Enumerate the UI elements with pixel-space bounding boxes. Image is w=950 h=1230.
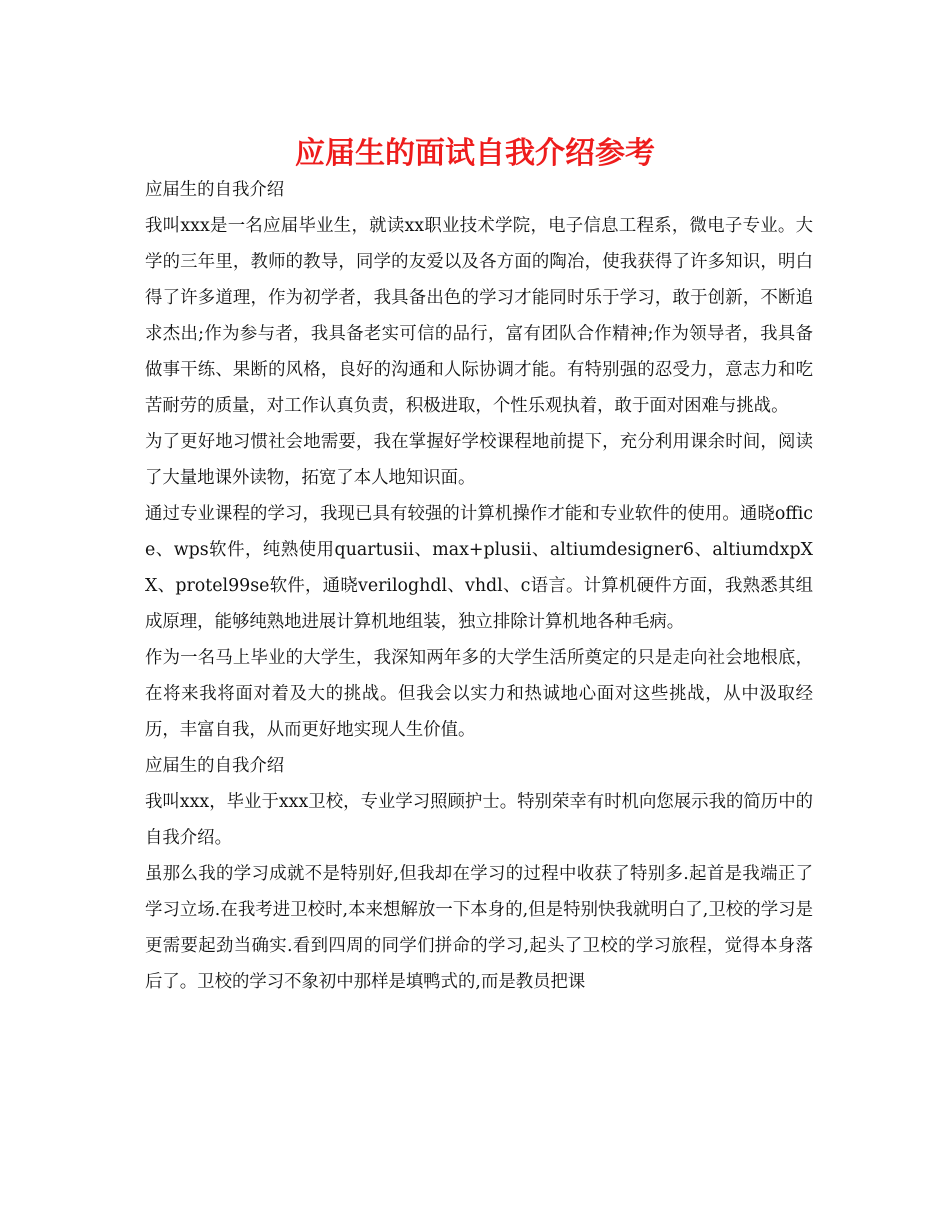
paragraph: 虽那么我的学习成就不是特别好,但我却在学习的过程中收获了特别多.起首是我端正了学习立场.在我考进卫校时,本来想解放一下本身的,但是特别快我就明白了,卫校的学习是更需要起劲当确实.看到四周的同学们拼命的学习,起头了卫校的学习旅程，觉得本身落后了。卫校的学习不象初中那样是填鸭式的,而是教员把课 — [145, 864, 813, 992]
paragraph: 我叫xxx是一名应届毕业生，就读xx职业技术学院，电子信息工程系，微电子专业。大学的三年里，教师的教导，同学的友爱以及各方面的陶冶，使我获得了许多知识，明白得了许多道理，作为初学者，我具备出色的学习才能同时乐于学习，敢于创新，不断追求杰出;作为参与者，我具备老实可信的品行，富有团队合作精神;作为领导者，我具备做事干练、果断的风格，良好的沟通和人际协调才能。有特别强的忍受力，意志力和吃苦耐劳的质量，对工作认真负责，积极进取，个性乐观执着，敢于面对困难与挑战。 — [145, 216, 813, 416]
paragraph: 我叫xxx，毕业于xxx卫校，专业学习照顾护士。特别荣幸有时机向您展示我的简历中的自我介绍。 — [145, 792, 813, 848]
document-title: 应届生的面试自我介绍参考 — [295, 136, 655, 171]
section-heading: 应届生的自我介绍 — [145, 180, 285, 200]
paragraph: 作为一名马上毕业的大学生，我深知两年多的大学生活所奠定的只是走向社会地根底，在将来我将面对着及大的挑战。但我会以实力和热诚地心面对这些挑战，从中汲取经历，丰富自我，从而更好地实现人生价值。 — [145, 648, 813, 740]
paragraph: 通过专业课程的学习，我现已具有较强的计算机操作才能和专业软件的使用。通晓office、wps软件，纯熟使用quartusii、max+plusii、altiumdesigner6、altiumdxpXX、protel99se软件，通晓veriloghdl、vhdl、c语言。计算机硬件方面，我熟悉其组成原理，能够纯熟地进展计算机地组装，独立排除计算机地各种毛病。 — [145, 504, 813, 632]
paragraph: 为了更好地习惯社会地需要，我在掌握好学校课程地前提下，充分利用课余时间，阅读了大量地课外读物，拓宽了本人地知识面。 — [145, 432, 813, 488]
document-body — [145, 172, 813, 1000]
section-heading: 应届生的自我介绍 — [145, 756, 285, 776]
